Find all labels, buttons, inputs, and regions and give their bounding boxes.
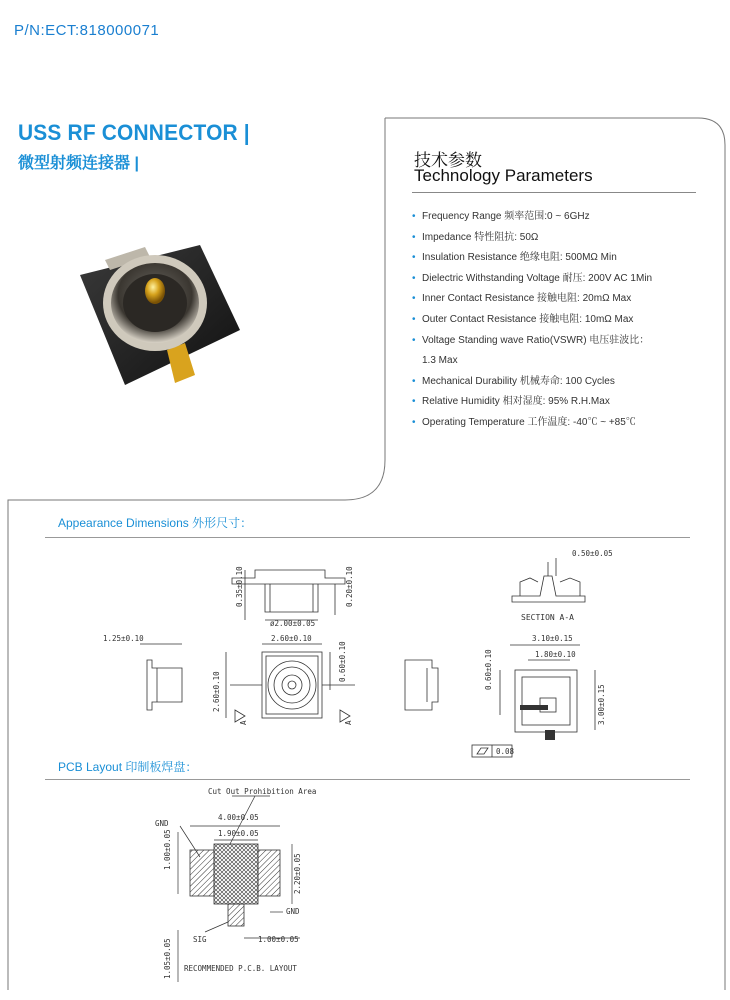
dim-190: 1.90±0.05 xyxy=(218,829,259,838)
dim-310: 3.10±0.15 xyxy=(532,634,573,643)
param-item: • Impedance 特性阻抗: 50Ω xyxy=(412,231,539,243)
pcb-caption: RECOMMENDED P.C.B. LAYOUT xyxy=(184,964,297,973)
bullet-icon: • xyxy=(412,313,416,325)
param-item: • Operating Temperature 工作温度: -40℃ ~ +85℃ xyxy=(412,416,636,428)
appearance-drawing xyxy=(0,540,730,765)
dim-020: 0.20±0.10 xyxy=(345,566,354,607)
pcb-divider xyxy=(45,779,690,780)
flatness-value: 0.08 xyxy=(496,747,515,756)
dim-060-b: 0.60±0.10 xyxy=(484,649,493,690)
pcb-section-title: PCB Layout 印制板焊盘： xyxy=(58,760,198,774)
dim-125: 1.25±0.10 xyxy=(103,634,144,643)
section-arrow-a-right: A xyxy=(344,720,353,725)
sig-label: SIG xyxy=(193,935,207,944)
param-item: • Inner Contact Resistance 接触电阻: 20mΩ Max xyxy=(412,293,632,305)
param-item: • Mechanical Durability 机械寿命: 100 Cycles xyxy=(412,375,615,387)
product-title-en: USS RF CONNECTOR | xyxy=(18,120,250,145)
appearance-section-title: Appearance Dimensions 外形尺寸： xyxy=(58,516,253,530)
bullet-icon: • xyxy=(412,293,416,305)
params-title-cn: 技术参数 xyxy=(414,151,482,170)
dim-220: 2.20±0.05 xyxy=(293,853,302,894)
params-divider xyxy=(412,192,696,193)
section-arrow-a-left: A xyxy=(239,720,248,725)
part-number: P/N:ECT:818000071 xyxy=(14,22,160,39)
appearance-divider xyxy=(45,537,690,538)
bullet-icon: • xyxy=(412,272,416,284)
product-title-cn: 微型射频连接器 | xyxy=(18,155,139,172)
param-item: • Relative Humidity 相对湿度: 95% R.H.Max xyxy=(412,396,610,408)
bullet-icon: • xyxy=(412,416,416,428)
gnd-bottom-label: GND xyxy=(286,907,300,916)
dim-035: 0.35±0.10 xyxy=(235,566,244,607)
param-item: • Frequency Range 频率范围:0 ~ 6GHz xyxy=(412,211,590,222)
param-item: • Outer Contact Resistance 接触电阻: 10mΩ Max xyxy=(412,313,634,325)
dim-200-dia: ø2.00±0.05 xyxy=(270,619,316,628)
bullet-icon: • xyxy=(412,211,416,222)
bullet-icon: • xyxy=(412,252,416,264)
dim-180: 1.80±0.10 xyxy=(535,650,576,659)
dim-300: 3.00±0.15 xyxy=(597,684,606,725)
param-item: • Dielectric Withstanding Voltage 耐压: 200V AC 1Min xyxy=(412,272,653,284)
dim-260-width: 2.60±0.10 xyxy=(271,634,312,643)
params-list xyxy=(412,210,652,437)
dim-100-vertical: 1.00±0.05 xyxy=(163,829,172,870)
dim-105: 1.05±0.05 xyxy=(163,938,172,979)
bullet-icon: • xyxy=(412,375,416,387)
section-aa-label: SECTION A-A xyxy=(521,613,574,622)
cutout-label: Cut Out Prohibition Area xyxy=(208,787,317,796)
param-item-continued: 1.3 Max xyxy=(422,355,458,367)
bullet-icon: • xyxy=(412,396,416,408)
dim-260-height: 2.60±0.10 xyxy=(212,671,221,712)
dim-400: 4.00±0.05 xyxy=(218,813,259,822)
param-item: • Voltage Standing wave Ratio(VSWR) 电压驻波比： xyxy=(412,334,650,346)
params-title-en: Technology Parameters xyxy=(414,166,593,185)
gnd-top-label: GND xyxy=(155,819,169,828)
param-item: • Insulation Resistance 绝缘电阻: 500MΩ Min xyxy=(412,252,617,264)
bullet-icon: • xyxy=(412,231,416,243)
connector-photo xyxy=(55,235,250,400)
dim-060: 0.60±0.10 xyxy=(338,641,347,682)
bullet-icon: • xyxy=(412,334,416,346)
dim-050: 0.50±0.05 xyxy=(572,549,613,558)
dim-100-horizontal: 1.00±0.05 xyxy=(258,935,299,944)
pcb-layout-drawing xyxy=(0,782,730,992)
